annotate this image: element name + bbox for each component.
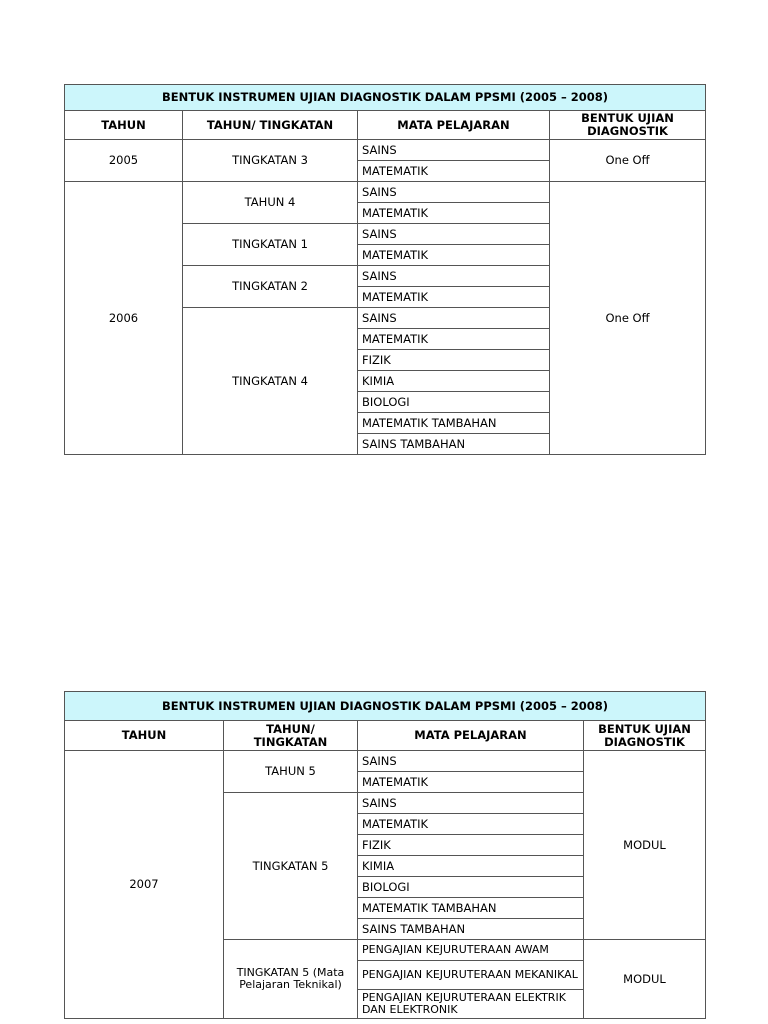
subject-cell: BIOLOGI <box>358 877 584 898</box>
level-cell: TINGKATAN 3 <box>183 140 358 182</box>
subject-cell: SAINS <box>358 140 550 161</box>
subject-cell: MATEMATIK TAMBAHAN <box>358 898 584 919</box>
header-bentuk-ujian: BENTUK UJIAN DIAGNOSTIK <box>550 111 706 140</box>
year-cell: 2007 <box>65 751 224 1019</box>
subject-cell: KIMIA <box>358 856 584 877</box>
table-title: BENTUK INSTRUMEN UJIAN DIAGNOSTIK DALAM PPSMI (2005 – 2008) <box>65 692 706 721</box>
subject-cell: SAINS <box>358 182 550 203</box>
table-title: BENTUK INSTRUMEN UJIAN DIAGNOSTIK DALAM PPSMI (2005 – 2008) <box>65 85 706 111</box>
subject-cell: SAINS <box>358 266 550 287</box>
subject-cell: SAINS TAMBAHAN <box>358 919 584 940</box>
header-bentuk-ujian: BENTUK UJIAN DIAGNOSTIK <box>584 721 706 751</box>
form-cell: One Off <box>550 182 706 455</box>
subject-cell: PENGAJIAN KEJURUTERAAN MEKANIKAL <box>358 961 584 990</box>
level-cell: TINGKATAN 4 <box>183 308 358 455</box>
year-cell: 2005 <box>65 140 183 182</box>
subject-cell: SAINS <box>358 308 550 329</box>
year-cell: 2006 <box>65 182 183 455</box>
form-cell: MODUL <box>584 940 706 1019</box>
subject-cell: FIZIK <box>358 835 584 856</box>
form-cell: MODUL <box>584 751 706 940</box>
header-tahun: TAHUN <box>65 111 183 140</box>
subject-cell: BIOLOGI <box>358 392 550 413</box>
header-tingkatan: TAHUN/ TINGKATAN <box>183 111 358 140</box>
subject-cell: SAINS TAMBAHAN <box>358 434 550 455</box>
level-cell: TAHUN 5 <box>224 751 358 793</box>
subject-cell: MATEMATIK <box>358 203 550 224</box>
level-cell: TAHUN 4 <box>183 182 358 224</box>
header-mata-pelajaran: MATA PELAJARAN <box>358 111 550 140</box>
subject-cell: SAINS <box>358 793 584 814</box>
subject-cell: MATEMATIK <box>358 772 584 793</box>
level-cell: TINGKATAN 5 <box>224 793 358 940</box>
subject-cell: FIZIK <box>358 350 550 371</box>
form-cell: One Off <box>550 140 706 182</box>
subject-cell: MATEMATIK <box>358 287 550 308</box>
level-cell: TINGKATAN 2 <box>183 266 358 308</box>
header-tingkatan: TAHUN/ TINGKATAN <box>224 721 358 751</box>
subject-cell: MATEMATIK TAMBAHAN <box>358 413 550 434</box>
level-cell-technical: TINGKATAN 5 (Mata Pelajaran Teknikal) <box>224 940 358 1019</box>
diagnostic-table-2005-2006 <box>64 84 706 455</box>
header-mata-pelajaran: MATA PELAJARAN <box>358 721 584 751</box>
subject-cell: MATEMATIK <box>358 329 550 350</box>
header-tahun: TAHUN <box>65 721 224 751</box>
diagnostic-table-2007 <box>64 691 706 1019</box>
subject-cell: SAINS <box>358 751 584 772</box>
level-cell: TINGKATAN 1 <box>183 224 358 266</box>
subject-cell: MATEMATIK <box>358 814 584 835</box>
subject-cell: KIMIA <box>358 371 550 392</box>
subject-cell: SAINS <box>358 224 550 245</box>
subject-cell: PENGAJIAN KEJURUTERAAN AWAM <box>358 940 584 961</box>
subject-cell: MATEMATIK <box>358 245 550 266</box>
subject-cell: PENGAJIAN KEJURUTERAAN ELEKTRIK DAN ELEKTRONIK <box>358 990 584 1019</box>
subject-cell: MATEMATIK <box>358 161 550 182</box>
